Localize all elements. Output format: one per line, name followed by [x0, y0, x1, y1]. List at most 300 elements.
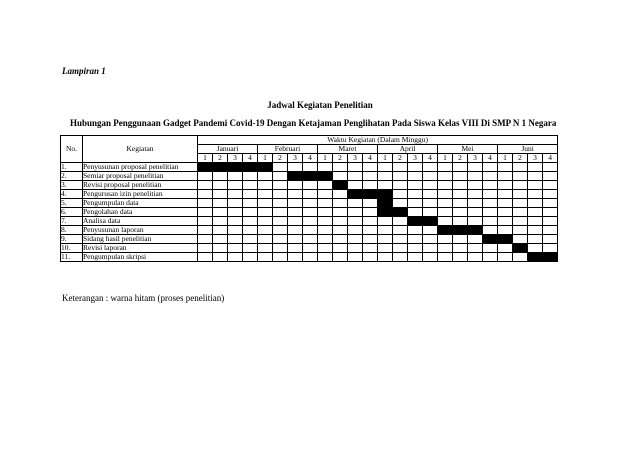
schedule-cell: [468, 217, 483, 226]
schedule-cell-filled: [378, 190, 393, 199]
schedule-cell: [318, 199, 333, 208]
row-number: 7.: [61, 217, 83, 226]
activity-name: Pengumpulan data: [83, 199, 198, 208]
schedule-cell-filled: [378, 208, 393, 217]
schedule-cell: [528, 163, 543, 172]
schedule-cell: [198, 253, 213, 262]
week-header: 4: [423, 154, 438, 163]
schedule-cell-filled: [513, 244, 528, 253]
schedule-cell: [258, 244, 273, 253]
schedule-cell: [348, 172, 363, 181]
schedule-cell: [438, 199, 453, 208]
schedule-cell: [483, 190, 498, 199]
schedule-cell: [273, 253, 288, 262]
schedule-cell: [468, 190, 483, 199]
schedule-cell: [303, 208, 318, 217]
schedule-cell: [423, 163, 438, 172]
week-header: 4: [243, 154, 258, 163]
schedule-cell: [423, 199, 438, 208]
week-header: 2: [453, 154, 468, 163]
schedule-cell: [393, 199, 408, 208]
schedule-cell: [393, 172, 408, 181]
schedule-cell: [213, 172, 228, 181]
row-number: 5.: [61, 199, 83, 208]
schedule-cell: [423, 172, 438, 181]
table-row: [61, 163, 558, 172]
week-header: 2: [393, 154, 408, 163]
week-header: 1: [318, 154, 333, 163]
schedule-cell: [363, 172, 378, 181]
schedule-cell: [243, 172, 258, 181]
week-header: 4: [303, 154, 318, 163]
schedule-cell: [498, 190, 513, 199]
table-row: [61, 208, 558, 217]
schedule-cell: [243, 208, 258, 217]
schedule-cell-filled: [228, 163, 243, 172]
schedule-cell: [198, 217, 213, 226]
schedule-cell: [303, 199, 318, 208]
month-header: Januari: [198, 145, 258, 154]
schedule-cell: [363, 163, 378, 172]
schedule-cell: [273, 172, 288, 181]
schedule-cell: [378, 163, 393, 172]
schedule-cell: [408, 190, 423, 199]
schedule-cell: [273, 199, 288, 208]
schedule-cell: [423, 190, 438, 199]
schedule-cell: [393, 181, 408, 190]
schedule-cell: [393, 244, 408, 253]
schedule-cell: [273, 181, 288, 190]
schedule-cell: [498, 181, 513, 190]
schedule-cell-filled: [528, 253, 543, 262]
schedule-cell: [348, 163, 363, 172]
schedule-cell: [393, 253, 408, 262]
schedule-cell: [438, 181, 453, 190]
schedule-cell: [513, 208, 528, 217]
month-header: Juni: [498, 145, 558, 154]
schedule-cell: [528, 235, 543, 244]
activity-name: Semiar proposal penelitian: [83, 172, 198, 181]
schedule-cell: [528, 181, 543, 190]
schedule-cell: [498, 172, 513, 181]
schedule-cell: [468, 199, 483, 208]
week-header: 2: [513, 154, 528, 163]
schedule-cell: [438, 253, 453, 262]
schedule-cell: [468, 181, 483, 190]
schedule-cell: [498, 244, 513, 253]
schedule-cell: [363, 208, 378, 217]
schedule-cell: [213, 208, 228, 217]
schedule-cell: [228, 181, 243, 190]
schedule-cell: [423, 208, 438, 217]
schedule-cell: [408, 163, 423, 172]
schedule-cell: [228, 190, 243, 199]
schedule-cell: [303, 226, 318, 235]
week-header: 1: [438, 154, 453, 163]
schedule-cell: [198, 208, 213, 217]
schedule-cell: [453, 190, 468, 199]
table-row: [61, 190, 558, 199]
schedule-cell-filled: [243, 163, 258, 172]
week-header: 3: [528, 154, 543, 163]
schedule-cell: [543, 226, 558, 235]
schedule-cell: [228, 172, 243, 181]
schedule-cell: [363, 199, 378, 208]
schedule-cell: [288, 217, 303, 226]
schedule-cell: [258, 199, 273, 208]
activity-name: Analisa data: [83, 217, 198, 226]
schedule-cell: [498, 199, 513, 208]
schedule-cell: [453, 217, 468, 226]
schedule-cell: [333, 208, 348, 217]
schedule-cell: [258, 235, 273, 244]
month-header: Februari: [258, 145, 318, 154]
schedule-cell: [453, 208, 468, 217]
schedule-cell: [273, 235, 288, 244]
schedule-cell: [513, 253, 528, 262]
schedule-cell: [243, 253, 258, 262]
schedule-cell: [423, 235, 438, 244]
schedule-cell: [363, 181, 378, 190]
schedule-cell: [363, 217, 378, 226]
row-number: 4.: [61, 190, 83, 199]
schedule-cell: [378, 226, 393, 235]
schedule-cell: [273, 190, 288, 199]
schedule-cell: [438, 208, 453, 217]
schedule-cell: [243, 235, 258, 244]
schedule-cell: [318, 208, 333, 217]
schedule-cell: [258, 208, 273, 217]
schedule-cell-filled: [483, 235, 498, 244]
month-header: Mei: [438, 145, 498, 154]
schedule-cell: [333, 226, 348, 235]
schedule-cell: [213, 199, 228, 208]
schedule-cell: [468, 172, 483, 181]
week-header: 2: [273, 154, 288, 163]
schedule-cell: [228, 235, 243, 244]
schedule-cell: [288, 226, 303, 235]
activity-name: Pengolahan data: [83, 208, 198, 217]
schedule-cell: [318, 181, 333, 190]
schedule-cell: [453, 172, 468, 181]
activity-name: Penyusunan laporan: [83, 226, 198, 235]
schedule-cell: [483, 208, 498, 217]
week-header: 1: [498, 154, 513, 163]
schedule-cell: [273, 226, 288, 235]
schedule-cell: [243, 244, 258, 253]
schedule-cell: [378, 217, 393, 226]
schedule-cell: [318, 163, 333, 172]
activity-name: Sidang hasil penelitian: [83, 235, 198, 244]
schedule-cell: [318, 244, 333, 253]
schedule-cell: [378, 253, 393, 262]
schedule-cell: [513, 172, 528, 181]
schedule-cell: [408, 226, 423, 235]
schedule-cell: [213, 226, 228, 235]
schedule-cell-filled: [498, 235, 513, 244]
schedule-cell: [543, 163, 558, 172]
schedule-cell: [453, 235, 468, 244]
schedule-cell: [333, 217, 348, 226]
schedule-cell: [528, 217, 543, 226]
schedule-cell: [543, 190, 558, 199]
schedule-cell: [438, 235, 453, 244]
schedule-cell: [288, 244, 303, 253]
schedule-cell: [303, 181, 318, 190]
schedule-cell: [408, 235, 423, 244]
schedule-cell: [498, 253, 513, 262]
week-header: 1: [198, 154, 213, 163]
schedule-cell: [423, 181, 438, 190]
schedule-cell: [423, 244, 438, 253]
schedule-cell: [318, 235, 333, 244]
week-header: 3: [228, 154, 243, 163]
schedule-cell: [513, 217, 528, 226]
activity-name: Pengurusan izin penelitian: [83, 190, 198, 199]
week-header: 4: [543, 154, 558, 163]
schedule-cell: [483, 172, 498, 181]
schedule-cell: [333, 163, 348, 172]
schedule-cell: [378, 244, 393, 253]
schedule-cell: [393, 163, 408, 172]
schedule-cell: [423, 226, 438, 235]
schedule-cell: [438, 163, 453, 172]
schedule-cell: [543, 172, 558, 181]
schedule-cell: [228, 226, 243, 235]
schedule-cell: [288, 199, 303, 208]
schedule-cell-filled: [423, 217, 438, 226]
schedule-cell: [348, 226, 363, 235]
schedule-cell: [543, 208, 558, 217]
schedule-cell: [543, 217, 558, 226]
row-number: 8.: [61, 226, 83, 235]
schedule-cell: [243, 226, 258, 235]
table-row: [61, 244, 558, 253]
row-number: 6.: [61, 208, 83, 217]
schedule-cell: [243, 199, 258, 208]
schedule-cell: [408, 244, 423, 253]
week-header: 2: [333, 154, 348, 163]
schedule-cell: [288, 190, 303, 199]
schedule-cell: [348, 253, 363, 262]
schedule-cell: [258, 226, 273, 235]
schedule-cell: [348, 217, 363, 226]
table-row: [61, 181, 558, 190]
activity-name: Pengumpulan skripsi: [83, 253, 198, 262]
schedule-table: [60, 135, 558, 262]
page-title: Jadwal Kegiatan Penelitian: [267, 100, 373, 110]
schedule-cell: [483, 226, 498, 235]
schedule-cell: [528, 208, 543, 217]
schedule-cell-filled: [408, 217, 423, 226]
table-row: [61, 199, 558, 208]
table-row: [61, 235, 558, 244]
schedule-cell-filled: [318, 172, 333, 181]
schedule-cell: [303, 235, 318, 244]
schedule-cell: [498, 163, 513, 172]
schedule-cell: [363, 244, 378, 253]
schedule-cell: [333, 190, 348, 199]
row-number: 3.: [61, 181, 83, 190]
schedule-cell: [528, 226, 543, 235]
table-row: [61, 253, 558, 262]
schedule-cell: [243, 217, 258, 226]
schedule-cell: [288, 181, 303, 190]
schedule-cell: [228, 199, 243, 208]
schedule-cell: [303, 253, 318, 262]
schedule-cell: [273, 244, 288, 253]
schedule-cell-filled: [378, 199, 393, 208]
schedule-cell: [348, 199, 363, 208]
schedule-cell: [483, 253, 498, 262]
schedule-cell: [408, 208, 423, 217]
schedule-cell: [198, 235, 213, 244]
week-header: 3: [288, 154, 303, 163]
header-waktu: Waktu Kegiatan (Dalam Minggu): [198, 136, 558, 145]
schedule-cell-filled: [213, 163, 228, 172]
schedule-cell: [213, 217, 228, 226]
week-header: 1: [378, 154, 393, 163]
schedule-cell: [468, 208, 483, 217]
schedule-cell: [348, 235, 363, 244]
schedule-cell: [333, 253, 348, 262]
row-number: 1.: [61, 163, 83, 172]
schedule-cell: [348, 181, 363, 190]
schedule-cell: [393, 235, 408, 244]
schedule-cell: [483, 217, 498, 226]
schedule-cell: [438, 190, 453, 199]
schedule-cell: [468, 163, 483, 172]
schedule-cell: [228, 208, 243, 217]
table-row: [61, 217, 558, 226]
week-header: 2: [213, 154, 228, 163]
schedule-cell: [498, 208, 513, 217]
schedule-cell: [483, 163, 498, 172]
legend-note: Keterangan : warna hitam (proses penelitian): [62, 293, 225, 303]
schedule-cell: [438, 217, 453, 226]
schedule-cell: [333, 244, 348, 253]
schedule-cell-filled: [363, 190, 378, 199]
row-number: 10.: [61, 244, 83, 253]
table-row: [61, 172, 558, 181]
schedule-cell: [498, 217, 513, 226]
schedule-cell: [333, 172, 348, 181]
schedule-cell: [273, 217, 288, 226]
schedule-cell: [303, 163, 318, 172]
schedule-cell: [288, 235, 303, 244]
schedule-cell: [213, 253, 228, 262]
schedule-cell: [198, 199, 213, 208]
schedule-cell: [513, 199, 528, 208]
schedule-cell: [543, 244, 558, 253]
schedule-cell: [378, 172, 393, 181]
appendix-label: Lampiran 1: [62, 66, 106, 76]
schedule-cell: [423, 253, 438, 262]
schedule-cell: [528, 199, 543, 208]
schedule-cell: [333, 235, 348, 244]
header-no: No.: [61, 136, 83, 163]
schedule-cell: [438, 244, 453, 253]
schedule-cell: [198, 244, 213, 253]
schedule-cell: [543, 199, 558, 208]
schedule-cell: [303, 244, 318, 253]
schedule-cell: [198, 181, 213, 190]
schedule-cell: [453, 253, 468, 262]
schedule-cell: [528, 190, 543, 199]
schedule-cell: [213, 190, 228, 199]
schedule-cell: [408, 172, 423, 181]
schedule-cell: [453, 199, 468, 208]
row-number: 2.: [61, 172, 83, 181]
schedule-cell: [408, 253, 423, 262]
schedule-cell: [393, 190, 408, 199]
schedule-cell: [348, 244, 363, 253]
schedule-cell: [213, 235, 228, 244]
schedule-cell: [243, 181, 258, 190]
schedule-cell: [453, 244, 468, 253]
schedule-cell: [513, 226, 528, 235]
month-header: April: [378, 145, 438, 154]
schedule-cell: [198, 190, 213, 199]
schedule-cell: [483, 244, 498, 253]
page-subtitle: Hubungan Penggunaan Gadget Pandemi Covid-19 Dengan Ketajaman Penglihatan Pada Siswa Kelas VIII Di SMP N 1 Negara: [70, 118, 557, 128]
schedule-cell: [258, 217, 273, 226]
schedule-cell: [543, 181, 558, 190]
schedule-cell: [228, 253, 243, 262]
schedule-cell: [213, 181, 228, 190]
schedule-cell: [258, 253, 273, 262]
schedule-cell: [363, 226, 378, 235]
schedule-cell: [288, 253, 303, 262]
schedule-cell: [243, 190, 258, 199]
schedule-cell: [198, 226, 213, 235]
schedule-cell: [273, 208, 288, 217]
schedule-cell: [303, 217, 318, 226]
header-kegiatan: Kegiatan: [83, 136, 198, 163]
schedule-cell-filled: [468, 226, 483, 235]
schedule-cell: [258, 172, 273, 181]
schedule-cell: [528, 244, 543, 253]
schedule-cell: [468, 253, 483, 262]
week-header: 4: [363, 154, 378, 163]
schedule-cell: [453, 163, 468, 172]
month-header: Maret: [318, 145, 378, 154]
week-header: 3: [348, 154, 363, 163]
week-header: 4: [483, 154, 498, 163]
schedule-cell-filled: [348, 190, 363, 199]
week-header: 3: [408, 154, 423, 163]
schedule-cell-filled: [333, 181, 348, 190]
schedule-cell: [438, 172, 453, 181]
schedule-cell: [318, 217, 333, 226]
schedule-cell-filled: [258, 163, 273, 172]
schedule-cell: [258, 190, 273, 199]
schedule-cell-filled: [453, 226, 468, 235]
schedule-cell-filled: [438, 226, 453, 235]
week-header: 3: [468, 154, 483, 163]
schedule-cell: [318, 226, 333, 235]
schedule-cell: [408, 181, 423, 190]
schedule-cell: [513, 235, 528, 244]
schedule-cell: [513, 163, 528, 172]
activity-name: Penyusunan proposal penelitian: [83, 163, 198, 172]
schedule-cell: [483, 199, 498, 208]
schedule-cell: [408, 199, 423, 208]
schedule-cell: [258, 181, 273, 190]
schedule-cell: [318, 190, 333, 199]
schedule-cell: [393, 217, 408, 226]
table-row: [61, 226, 558, 235]
